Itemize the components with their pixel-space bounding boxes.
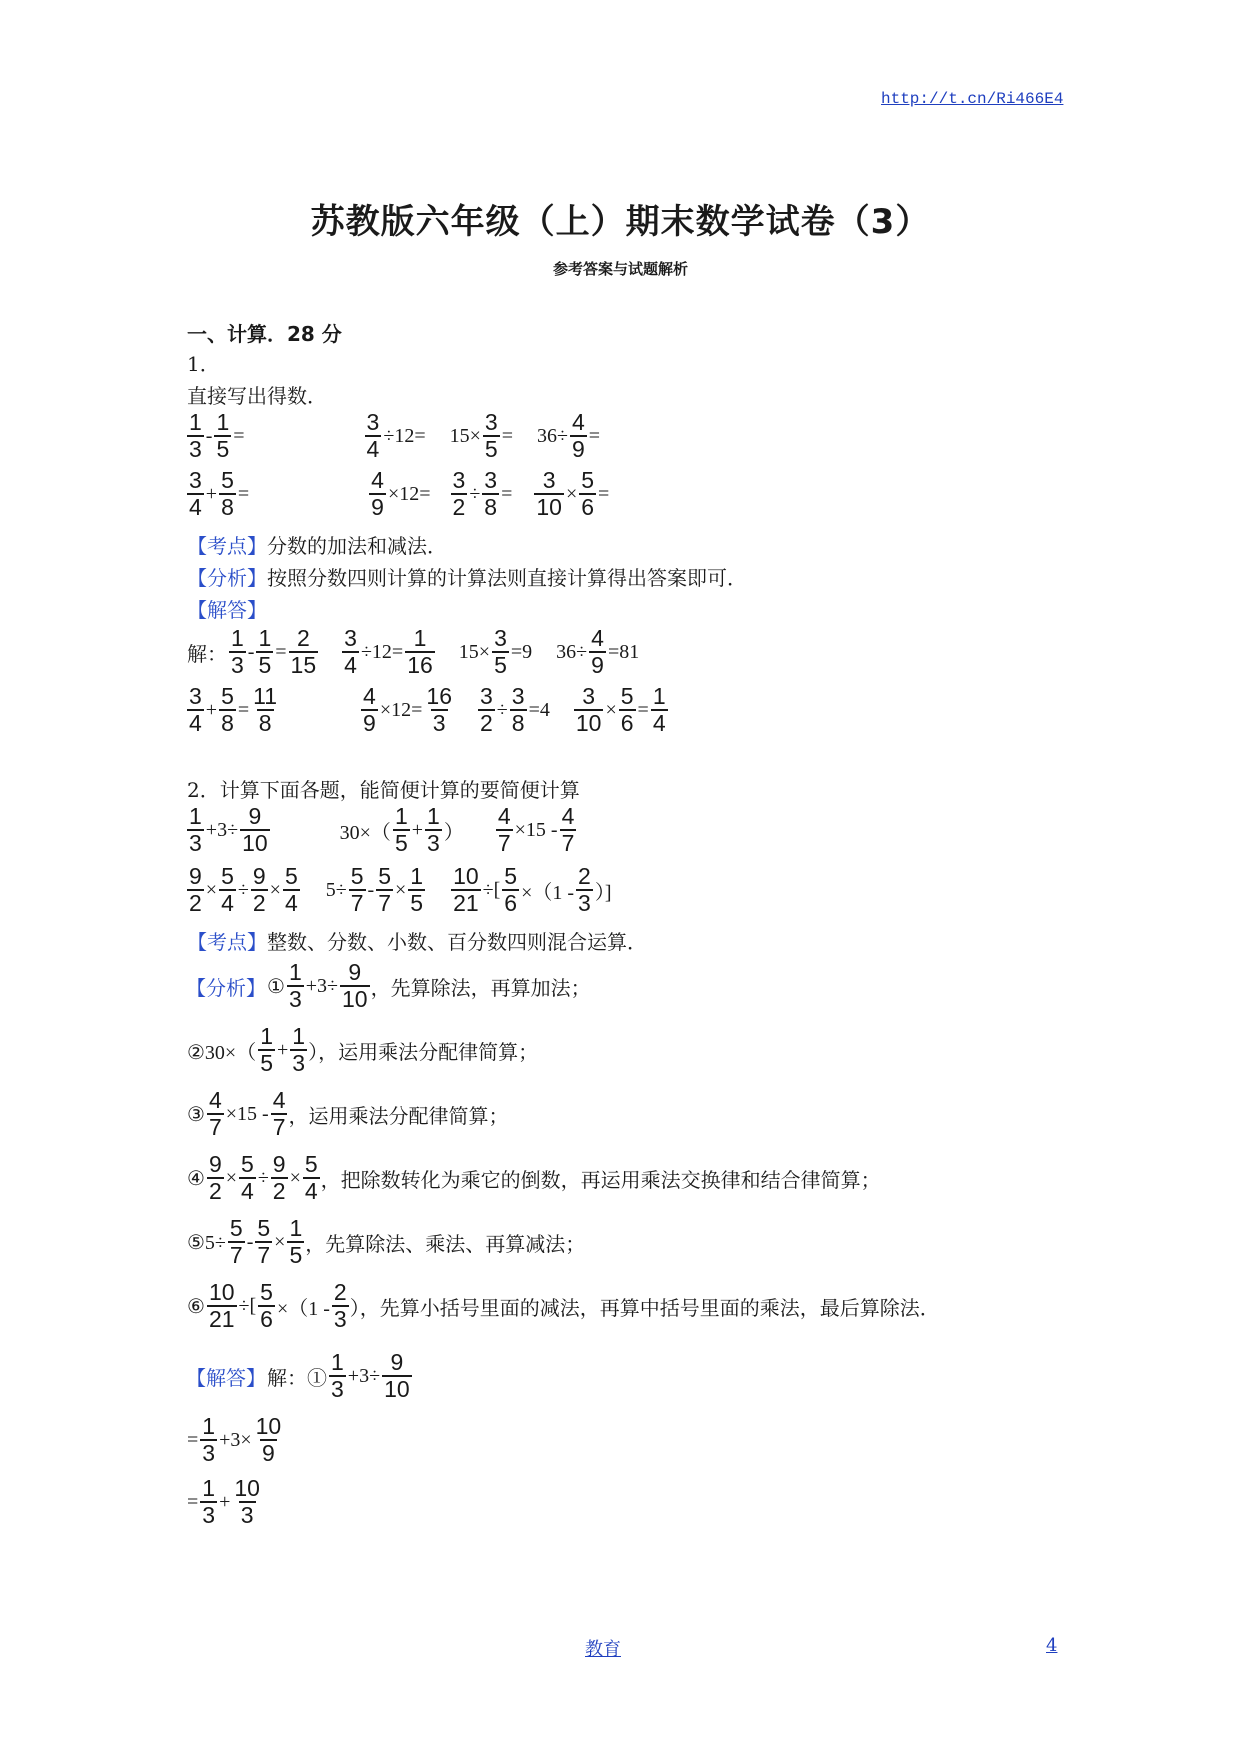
fenxi3-label: ③ xyxy=(187,1103,205,1126)
q2-problems-row2: $\frac{9}{2}$ × $\frac{5}{4}$ ÷ $\frac{9}{2}$ × $\frac{5}{4}$ 5÷ $\frac{5}{7}$ - $\frac{5}{7}$ × $\frac{1}{5}$ $\frac{10}{21}$ ÷[ $\frac{5}{6}$ ×（1 - $\frac{2}{3}$ ）] xyxy=(189,863,612,916)
section-heading: 一、计算．28 分 xyxy=(187,322,342,346)
q1-fenxi xyxy=(187,566,747,590)
kaodian-tag: 【考点】 xyxy=(187,930,267,954)
fenxi6-text: ），先算小括号里面的减法，再算中括号里面的乘法，最后算除法． xyxy=(349,1295,940,1320)
q2-problems-row1: $\frac{1}{3}$ +3÷ $\frac{9}{10}$ 30×（ $\frac{1}{5}$ + $\frac{1}{3}$ ） $\frac{4}{7}$ ×15 - $\frac{4}{7}$ xyxy=(189,803,575,856)
q1-kaodian xyxy=(187,534,447,558)
document-subtitle: 参考答案与试题解析 xyxy=(552,260,688,278)
kaodian-text: 分数的加法和减法． xyxy=(267,534,447,558)
q2-jieda: 【解答】 解：① $\frac{1}{3}$ +3÷ $\frac{9}{10}$ xyxy=(186,1349,410,1402)
q1-answers-row2: $\frac{3}{4}$ + $\frac{5}{8}$ = $\frac{11}{8}$ $\frac{4}{9}$ ×12= $\frac{16}{3}$ $\frac{3}{2}$ ÷ $\frac{3}{8}$ =4 $\frac{3}{10}$ × $\frac{5}{6}$ = $\frac{1}{4}$ xyxy=(189,683,666,736)
fenxi-tag: 【分析】 xyxy=(187,566,267,590)
fenxi5-label: ⑤5÷ xyxy=(187,1231,226,1254)
fenxi6-label: ⑥ xyxy=(187,1295,205,1318)
q1-problems-row1: $\frac{1}{3}$ - $\frac{1}{5}$ = $\frac{3}{4}$ ÷12= 15× $\frac{3}{5}$ = 36÷ $\frac{4}{9}$ = xyxy=(189,409,601,462)
fenxi4-text: ，把除数转化为乘它的倒数，再运用乘法交换律和结合律简算； xyxy=(320,1167,881,1192)
q1-answers-row1: 解： $\frac{1}{3}$ - $\frac{1}{5}$ = $\frac{2}{15}$ $\frac{3}{4}$ ÷12= $\frac{1}{16}$ 15× $\frac{3}{5}$ =9 36÷ $\frac{4}{9}$ =81 xyxy=(187,625,640,678)
jieda-tag: 【解答】 xyxy=(186,1365,266,1390)
jie-label: 解： xyxy=(187,643,227,666)
fenxi1-label: ① xyxy=(267,975,285,998)
fenxi5-text: ，先算除法、乘法、再算减法； xyxy=(305,1231,586,1256)
fenxi2-text: ），运用乘法分配律简算； xyxy=(308,1039,539,1064)
jie-label: 解：① xyxy=(267,1367,327,1390)
page-number[interactable]: 4 xyxy=(1046,1635,1058,1656)
kaodian-tag: 【考点】 xyxy=(187,534,267,558)
q2-step-2: = $\frac{1}{3}$ + $\frac{10}{3}$ xyxy=(187,1475,260,1528)
q2-kaodian xyxy=(187,930,647,954)
footer-link[interactable]: 教育 xyxy=(585,1639,621,1660)
q2-fenxi-5: ⑤5÷ $\frac{5}{7}$ - $\frac{5}{7}$ × $\frac{1}{5}$ ，先算除法、乘法、再算减法； xyxy=(187,1215,586,1268)
fenxi-tag: 【分析】 xyxy=(186,975,266,1000)
fenxi2-label: ②30×（ xyxy=(187,1041,257,1064)
document-title: 苏教版六年级（上）期末数学试卷（3） xyxy=(310,202,931,242)
fenxi-text: 按照分数四则计算的计算法则直接计算得出答案即可． xyxy=(267,566,747,590)
q2-step-1: = $\frac{1}{3}$ +3× $\frac{10}{9}$ xyxy=(187,1413,282,1466)
q2-fenxi-6: ⑥ $\frac{10}{21}$ ÷[ $\frac{5}{6}$ ×（1 - $\frac{2}{3}$ ），先算小括号里面的减法，再算中括号里面的乘法，最后算除法． xyxy=(187,1279,940,1332)
q1-problems-row2: $\frac{3}{4}$ + $\frac{5}{8}$ = $\frac{4}{9}$ ×12= $\frac{3}{2}$ ÷ $\frac{3}{8}$ = $\frac{3}{10}$ × $\frac{5}{6}$ = xyxy=(189,467,610,520)
fenxi1-text: ，先算除法，再算加法； xyxy=(370,975,591,1000)
fenxi4-label: ④ xyxy=(187,1167,205,1190)
q2-fenxi-2: ②30×（ $\frac{1}{5}$ + $\frac{1}{3}$ ），运用乘法分配律简算； xyxy=(187,1023,539,1076)
q1-prompt: 直接写出得数． xyxy=(187,384,327,408)
kaodian-text: 整数、分数、小数、百分数四则混合运算． xyxy=(267,930,647,954)
header-link[interactable]: http://t.cn/Ri466E4 xyxy=(881,90,1064,108)
q1-jieda-tag: 【解答】 xyxy=(187,598,267,622)
q2-fenxi-4: ④ $\frac{9}{2}$ × $\frac{5}{4}$ ÷ $\frac{9}{2}$ × $\frac{5}{4}$ ，把除数转化为乘它的倒数，再运用乘法交换律和结合律简算； xyxy=(187,1151,881,1204)
q1-number: 1． xyxy=(187,352,220,376)
q2-fenxi-3: ③ $\frac{4}{7}$ ×15 - $\frac{4}{7}$ ，运用乘法分配律简算； xyxy=(187,1087,509,1140)
fenxi3-text: ，运用乘法分配律简算； xyxy=(288,1103,509,1128)
q2-fenxi-1: 【分析】 ① $\frac{1}{3}$ +3÷ $\frac{9}{10}$ ，先算除法，再算加法； xyxy=(186,959,591,1012)
q2-prompt: 2．计算下面各题，能简便计算的要简便计算 xyxy=(187,778,580,802)
